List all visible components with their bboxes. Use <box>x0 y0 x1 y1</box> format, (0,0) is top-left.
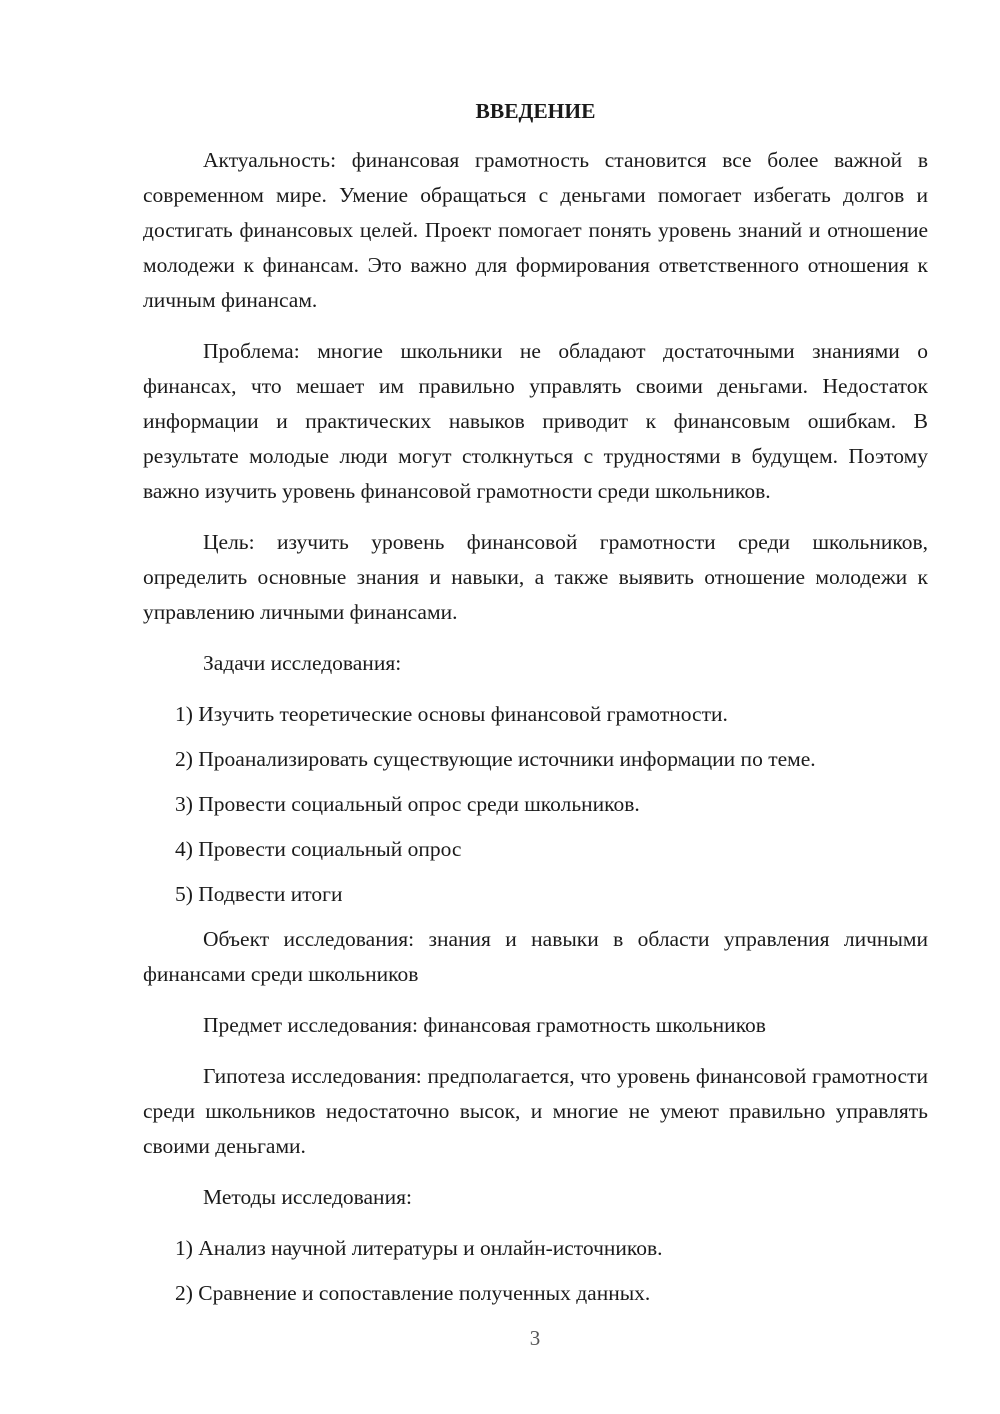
paragraph-goal: Цель: изучить уровень финансовой грамотности среди школьников, определить основные знания и навыки, а также выявить отношение молодежи к управлению личными финансами. <box>143 530 928 624</box>
tasks-title: Задачи исследования: <box>203 651 402 675</box>
page-heading: ВВЕДЕНИЕ <box>475 99 596 123</box>
task-item-2: 2) Проанализировать существующие источники информации по теме. <box>175 747 816 771</box>
paragraph-problem: Проблема: многие школьники не обладают достаточными знаниями о финансах, что мешает им правильно управлять своими деньгами. Недостаток информации и практических навыков приводит к финансовым ошибкам. В результате молодые люди могут столкнуться с трудностями в будущем. Поэтому важно изучить уровень финансовой грамотности среди школьников. <box>143 339 928 503</box>
page-number: 3 <box>529 1326 541 1350</box>
paragraph-relevance: Актуальность: финансовая грамотность становится все более важной в современном мире. Умение обращаться с деньгами помогает избегать долгов и достигать финансовых целей. Проект помогает понять уровень знаний и отношение молодежи к финансам. Это важно для формирования ответственного отношения к личным финансам. <box>143 148 928 312</box>
method-item-1: 1) Анализ научной литературы и онлайн-источников. <box>175 1236 663 1260</box>
task-item-4: 4) Провести социальный опрос <box>175 837 462 861</box>
task-item-5: 5) Подвести итоги <box>175 882 343 906</box>
method-item-2: 2) Сравнение и сопоставление полученных данных. <box>175 1281 651 1305</box>
task-item-1: 1) Изучить теоретические основы финансовой грамотности. <box>175 702 728 726</box>
methods-title: Методы исследования: <box>203 1185 412 1209</box>
paragraph-object: Объект исследования: знания и навыки в области управления личными финансами среди школьников <box>143 927 928 986</box>
paragraph-hypothesis: Гипотеза исследования: предполагается, что уровень финансовой грамотности среди школьников недостаточно высок, и многие не умеют правильно управлять своими деньгами. <box>143 1064 928 1158</box>
paragraph-subject: Предмет исследования: финансовая грамотность школьников <box>203 1013 766 1037</box>
page-content <box>143 94 928 1321</box>
task-item-3: 3) Провести социальный опрос среди школьников. <box>175 792 640 816</box>
